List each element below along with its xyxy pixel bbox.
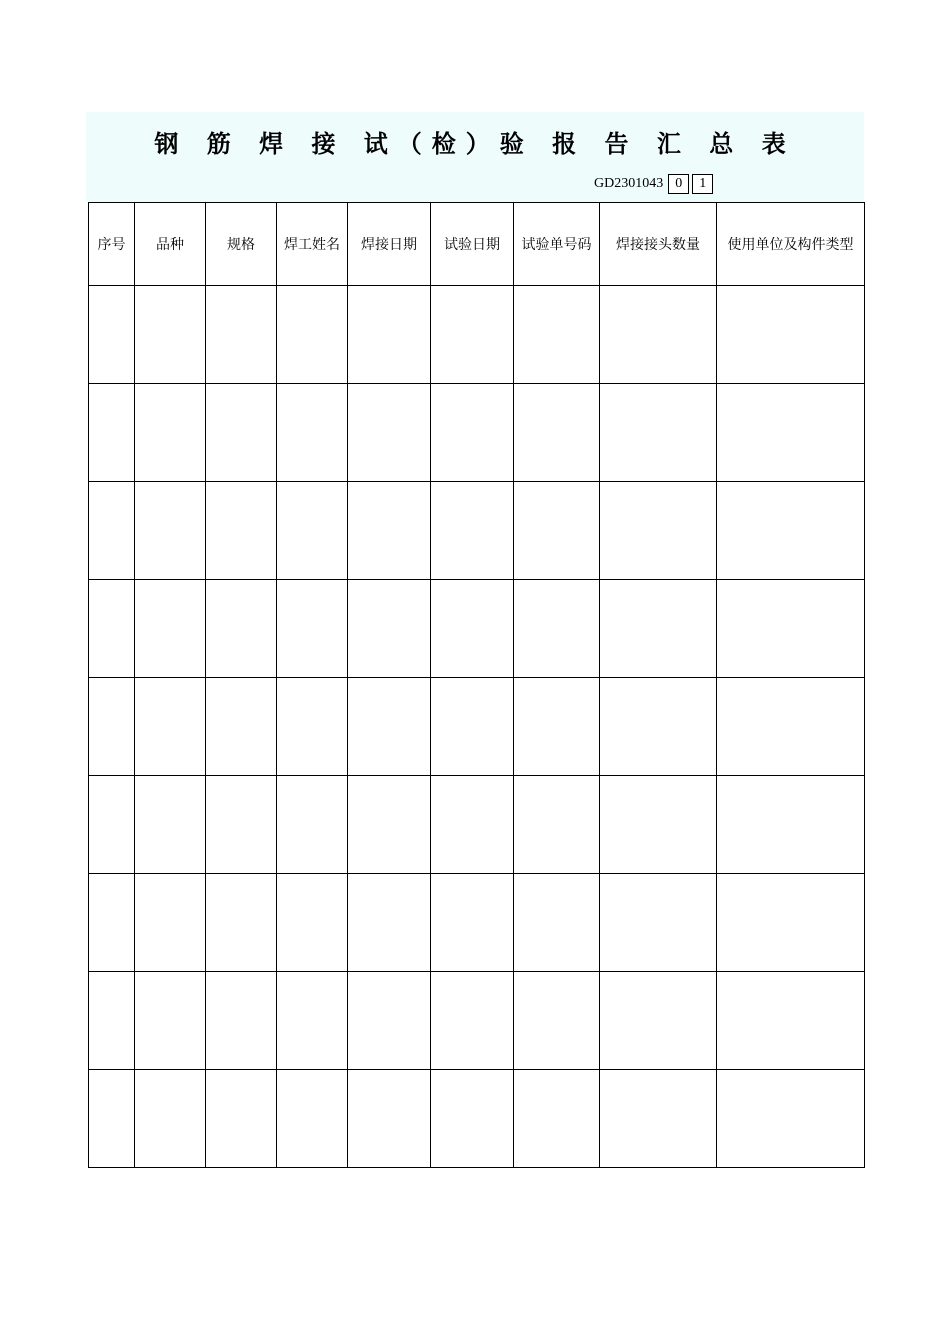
table-cell[interactable] — [514, 580, 600, 678]
form-code-prefix: GD2301043 — [594, 176, 664, 191]
form-title: 钢 筋 焊 接 试（检）验 报 告 汇 总 表 — [154, 130, 796, 158]
table-cell[interactable] — [135, 580, 206, 678]
header-unit-and-component: 使用单位及构件类型 — [717, 203, 865, 286]
table-cell[interactable] — [277, 678, 348, 776]
table-cell[interactable] — [89, 384, 135, 482]
table-cell[interactable] — [514, 972, 600, 1070]
table-cell[interactable] — [431, 482, 514, 580]
table-cell[interactable] — [348, 678, 431, 776]
table-cell[interactable] — [600, 580, 717, 678]
table-cell[interactable] — [348, 776, 431, 874]
table-cell[interactable] — [717, 972, 865, 1070]
table-cell[interactable] — [431, 874, 514, 972]
table-cell[interactable] — [277, 1070, 348, 1168]
table-cell[interactable] — [135, 972, 206, 1070]
table-row — [89, 678, 865, 776]
table-cell[interactable] — [514, 874, 600, 972]
table-cell[interactable] — [348, 384, 431, 482]
table-row — [89, 482, 865, 580]
table-cell[interactable] — [431, 972, 514, 1070]
header-joint-count: 焊接接头数量 — [600, 203, 717, 286]
table-cell[interactable] — [600, 286, 717, 384]
table-cell[interactable] — [600, 482, 717, 580]
form-code-box: 1 — [692, 174, 713, 194]
table-cell[interactable] — [206, 1070, 277, 1168]
table-cell[interactable] — [206, 874, 277, 972]
table-cell[interactable] — [277, 286, 348, 384]
table-row — [89, 1070, 865, 1168]
table-cell[interactable] — [514, 286, 600, 384]
header-variety: 品种 — [135, 203, 206, 286]
table-row — [89, 384, 865, 482]
table-cell[interactable] — [600, 972, 717, 1070]
table-cell[interactable] — [89, 678, 135, 776]
table-cell[interactable] — [348, 580, 431, 678]
table-cell[interactable] — [717, 678, 865, 776]
table-cell[interactable] — [600, 874, 717, 972]
table-cell[interactable] — [514, 384, 600, 482]
table-cell[interactable] — [89, 972, 135, 1070]
table-cell[interactable] — [600, 776, 717, 874]
table-cell[interactable] — [431, 1070, 514, 1168]
table-cell[interactable] — [206, 580, 277, 678]
table-cell[interactable] — [514, 482, 600, 580]
table-cell[interactable] — [277, 580, 348, 678]
header-specification: 规格 — [206, 203, 277, 286]
table-cell[interactable] — [717, 1070, 865, 1168]
table-row — [89, 972, 865, 1070]
table-cell[interactable] — [600, 678, 717, 776]
table-cell[interactable] — [277, 776, 348, 874]
header-welder-name: 焊工姓名 — [277, 203, 348, 286]
table-cell[interactable] — [717, 776, 865, 874]
header-test-report-number: 试验单号码 — [514, 203, 600, 286]
table-row — [89, 874, 865, 972]
table-cell[interactable] — [135, 482, 206, 580]
table-cell[interactable] — [89, 482, 135, 580]
table-cell[interactable] — [431, 286, 514, 384]
table-header-row — [89, 203, 865, 286]
table-cell[interactable] — [717, 482, 865, 580]
table-row — [89, 286, 865, 384]
table-cell[interactable] — [135, 776, 206, 874]
table-cell[interactable] — [431, 776, 514, 874]
header-welding-date: 焊接日期 — [348, 203, 431, 286]
header-serial-number: 序号 — [89, 203, 135, 286]
table-cell[interactable] — [89, 776, 135, 874]
table-cell[interactable] — [600, 1070, 717, 1168]
table-cell[interactable] — [514, 1070, 600, 1168]
table-cell[interactable] — [89, 286, 135, 384]
table-cell[interactable] — [514, 776, 600, 874]
table-cell[interactable] — [348, 482, 431, 580]
table-cell[interactable] — [206, 972, 277, 1070]
table-cell[interactable] — [717, 580, 865, 678]
table-cell[interactable] — [89, 580, 135, 678]
table-cell[interactable] — [89, 1070, 135, 1168]
table-cell[interactable] — [135, 678, 206, 776]
table-cell[interactable] — [206, 286, 277, 384]
header-test-date: 试验日期 — [431, 203, 514, 286]
table-cell[interactable] — [348, 286, 431, 384]
table-cell[interactable] — [135, 286, 206, 384]
table-cell[interactable] — [277, 972, 348, 1070]
table-cell[interactable] — [514, 678, 600, 776]
table-cell[interactable] — [348, 874, 431, 972]
table-cell[interactable] — [431, 678, 514, 776]
table-cell[interactable] — [600, 384, 717, 482]
table-cell[interactable] — [206, 482, 277, 580]
table-row — [89, 776, 865, 874]
form-code-box: 0 — [668, 174, 689, 194]
table-cell[interactable] — [717, 874, 865, 972]
table-cell[interactable] — [206, 776, 277, 874]
table-cell[interactable] — [89, 874, 135, 972]
table-cell[interactable] — [206, 678, 277, 776]
form-code — [594, 174, 713, 194]
table-cell[interactable] — [277, 384, 348, 482]
table-cell[interactable] — [717, 384, 865, 482]
table-cell[interactable] — [277, 482, 348, 580]
table-cell[interactable] — [348, 1070, 431, 1168]
table-cell[interactable] — [431, 384, 514, 482]
table-cell[interactable] — [348, 972, 431, 1070]
table-cell[interactable] — [431, 580, 514, 678]
summary-table — [88, 202, 865, 1168]
table-row — [89, 580, 865, 678]
table-cell[interactable] — [717, 286, 865, 384]
table-cell[interactable] — [135, 384, 206, 482]
table-cell[interactable] — [135, 874, 206, 972]
table-cell[interactable] — [135, 1070, 206, 1168]
table-cell[interactable] — [277, 874, 348, 972]
table-cell[interactable] — [206, 384, 277, 482]
